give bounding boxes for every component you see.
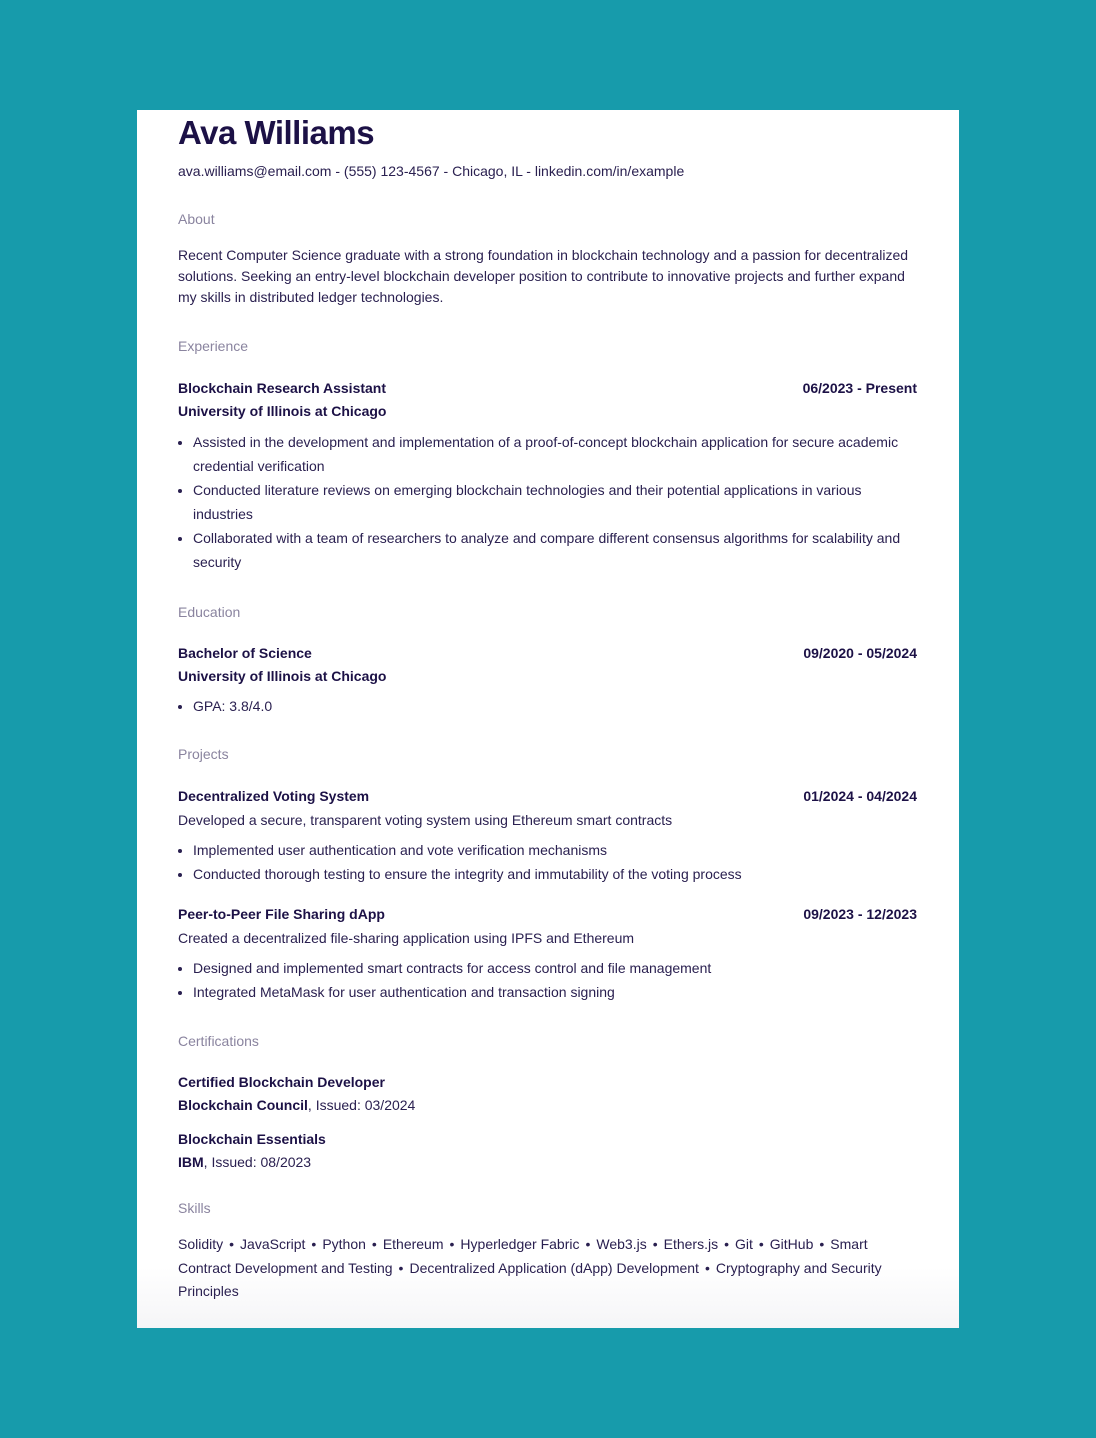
about-text: Recent Computer Science graduate with a strong foundation in blockchain technology and a passion for decentralized solutions. Seeking an entry-level blockchain developer position to contribute to innovative projects and further expand my skills in distributed ledger technologies. (178, 247, 909, 305)
education-degree: Bachelor of Science (178, 645, 312, 661)
skill-separator: • (229, 1236, 235, 1252)
skill-separator: • (585, 1236, 591, 1252)
certification-issuer-line (178, 1096, 917, 1114)
certifications-section-title: Certifications (178, 1033, 259, 1049)
project-bullets (178, 956, 917, 1004)
about-section-title: About (178, 211, 215, 227)
skill-item: Decentralized Application (dApp) Development (409, 1259, 699, 1276)
projects-section-title: Projects (178, 746, 229, 762)
experience-entry (178, 379, 917, 574)
project-entry (178, 905, 917, 1004)
skill-separator: • (371, 1236, 377, 1252)
skill-item: JavaScript (240, 1236, 306, 1252)
skills-list (178, 1233, 917, 1304)
skill-separator: • (819, 1236, 825, 1252)
skill-item: Python (322, 1236, 366, 1252)
skill-item: Smart Contract Development and Testing (178, 1236, 868, 1276)
skill-item: Solidity (178, 1236, 224, 1252)
certification-issuer: Blockchain Council (178, 1097, 308, 1113)
certification-issuer-line (178, 1153, 917, 1171)
certification-name: Blockchain Essentials (178, 1131, 326, 1147)
education-section-title: Education (178, 604, 241, 620)
certification-issued: , Issued: 03/2024 (307, 1097, 416, 1113)
project-entry (178, 787, 917, 886)
list-item: • Conducted literature reviews on emerging blockchain technologies and their potential applications in various industries (193, 478, 917, 526)
list-item: • Conducted thorough testing to ensure the integrity and immutability of the voting process (193, 862, 917, 886)
certification-entry (178, 1130, 917, 1171)
candidate-name: Ava Williams (178, 114, 375, 151)
skill-item: Ethereum (382, 1236, 444, 1252)
experience-org: University of Illinois at Chicago (178, 403, 387, 419)
project-description: Developed a secure, transparent voting system using Ethereum smart contracts (178, 812, 673, 828)
project-description: Created a decentralized file-sharing application using IPFS and Ethereum (178, 930, 635, 946)
experience-dates: 06/2023 - Present (802, 380, 917, 396)
project-name: Decentralized Voting System (178, 788, 370, 804)
skill-item: Ethers.js (663, 1236, 719, 1252)
education-school: University of Illinois at Chicago (178, 668, 387, 684)
skill-separator: • (704, 1259, 710, 1276)
skill-separator: • (311, 1236, 317, 1252)
skill-separator: • (758, 1236, 764, 1252)
skill-separator: • (398, 1259, 404, 1276)
certification-entry (178, 1073, 917, 1114)
certification-issuer: IBM (178, 1154, 204, 1170)
education-dates: 09/2020 - 05/2024 (803, 645, 917, 661)
resume-page (137, 110, 959, 1328)
skill-item: GitHub (769, 1236, 814, 1252)
skill-separator: • (724, 1236, 729, 1252)
skills-section-title: Skills (178, 1200, 211, 1216)
education-bullets (178, 694, 917, 718)
experience-role: Blockchain Research Assistant (178, 380, 387, 396)
project-bullets (178, 838, 917, 886)
list-item: • Implemented user authentication and vote verification mechanisms (193, 838, 917, 862)
list-item: • Collaborated with a team of researchers to analyze and compare different consensus algorithms for scalability and security (193, 526, 917, 574)
skill-separator: • (449, 1236, 455, 1252)
experience-section-title: Experience (178, 338, 249, 354)
contact-line: ava.williams@email.com - (555) 123-4567 - Chicago, IL - linkedin.com/in/example (178, 163, 685, 179)
education-entry (178, 644, 917, 718)
skill-item: Web3.js (596, 1236, 647, 1252)
project-dates: 09/2023 - 12/2023 (803, 906, 917, 922)
skill-separator: • (652, 1236, 658, 1252)
skill-item: Cryptography and Security Principles (178, 1259, 882, 1299)
project-dates: 01/2024 - 04/2024 (803, 788, 917, 804)
certification-name: Certified Blockchain Developer (178, 1074, 385, 1090)
skill-item: Hyperledger Fabric (460, 1236, 580, 1252)
project-name: Peer-to-Peer File Sharing dApp (178, 906, 385, 922)
list-item: • Assisted in the development and implementation of a proof-of-concept blockchain application for secure academic credential verification (193, 430, 917, 478)
list-item: • Integrated MetaMask for user authentication and transaction signing (193, 980, 917, 1004)
skill-item: Git (735, 1236, 753, 1252)
experience-bullets (178, 430, 917, 574)
list-item: • GPA: 3.8/4.0 (193, 694, 917, 718)
certification-issued: , Issued: 08/2023 (203, 1154, 312, 1170)
list-item: • Designed and implemented smart contracts for access control and file management (193, 956, 917, 980)
